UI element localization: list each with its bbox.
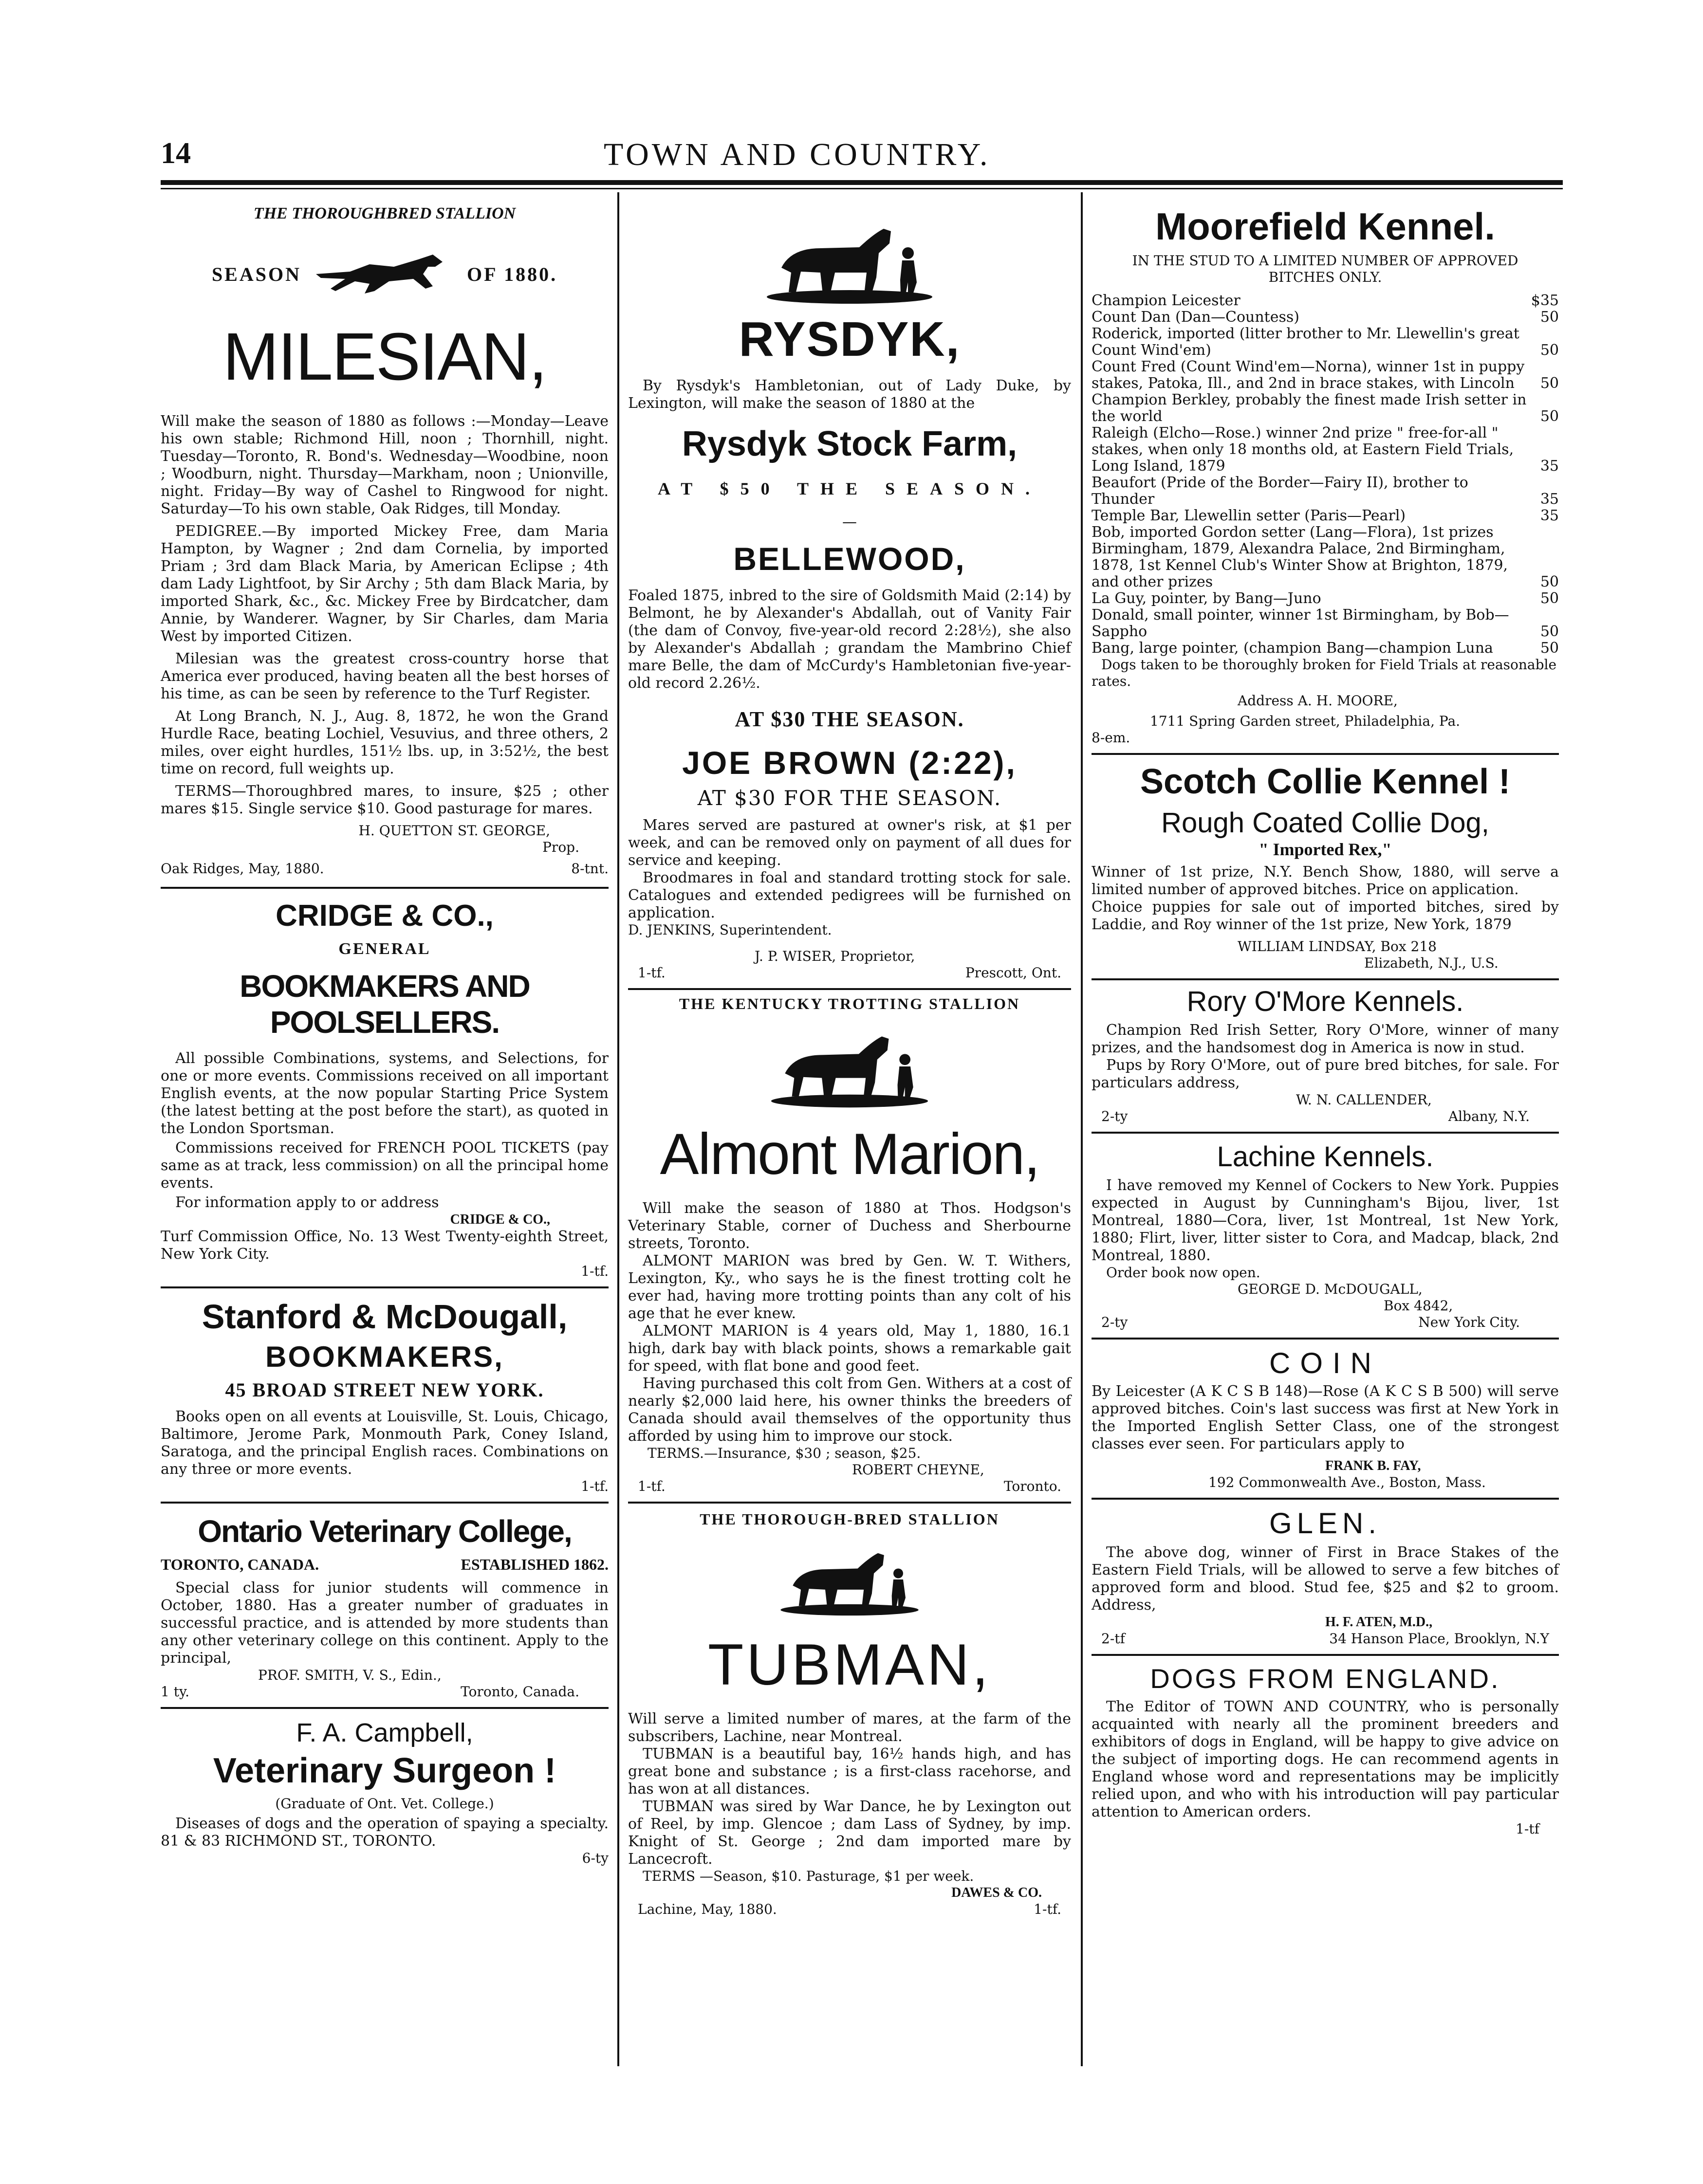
glen-code: 2-tf xyxy=(1101,1631,1125,1647)
horse-and-groom-icon xyxy=(628,1023,1071,1110)
coin-ad xyxy=(1092,1346,1559,1491)
cridge-code: 1-tf. xyxy=(581,1263,609,1279)
almont-body1: Will make the season of 1880 at Thos. Hodgson's Veterinary Stable, corner of Duchess and Sherbourne streets, Toronto. xyxy=(628,1200,1071,1252)
column-2 xyxy=(628,214,1071,1918)
rory-body2: Pups by Rory O'More, out of pure bred bitches, for sale. For particulars address, xyxy=(1092,1057,1559,1091)
joe-brown-body2: Broodmares in foal and standard trotting stock for sale. Catalogues and extended pedigrees will be furnished on application. xyxy=(628,869,1071,921)
cridge-signature: CRIDGE & CO., xyxy=(450,1212,550,1227)
separator xyxy=(161,1502,609,1504)
ontario-city: TORONTO, CANADA. xyxy=(161,1556,319,1573)
milesian-record: Milesian was the greatest cross-country horse that America ever produced, having beaten all the best horses of his time, as can be seen by reference to the Turf Register. xyxy=(161,650,609,702)
moorefield-code: 8-em. xyxy=(1092,730,1130,746)
dogs-body: The Editor of TOWN AND COUNTRY, who is personally acquainted with nearly all the prominent breeders and exhibitors of dogs in England, will be happy to give advice on the subject of importing dogs. He can recommend agents in England whose word and representations may be implicitly relied upon, and who with his introduction will pay particular attention to American orders. xyxy=(1092,1698,1559,1820)
rysdyk-name: RYSDYK, xyxy=(739,312,961,367)
moorefield-name: Moorefield Kennel. xyxy=(1155,205,1495,248)
rysdyk-ad xyxy=(628,214,1071,499)
tubman-place: Lachine, May, 1880. xyxy=(638,1901,777,1917)
glen-body: The above dog, winner of First in Brace Stakes of the Eastern Field Trials, will be allowed to serve a few bitches of approved form and blood. Stud fee, $25 and $2 to groom. Address, xyxy=(1092,1544,1559,1614)
separator xyxy=(161,887,609,889)
milesian-schedule: Will make the season of 1880 as follows :—Monday—Leave his own stable; Richmond Hill, noon ; Thornhill, night. Tuesday—Toronto, R. Bond's. Wednesday—Woodbine, noon ; Woodburn, night. Thursday—Markham, noon ; Unionville, night. Friday—By way of Cashel to Ringwood for night. Saturday—To his own stable, Oak Ridges, till Monday. xyxy=(161,413,609,517)
moorefield-list-item xyxy=(1092,475,1559,508)
bellewood-season: AT $30 THE SEASON. xyxy=(735,707,964,731)
scotch-subtitle: Rough Coated Collie Dog, xyxy=(1161,807,1489,839)
almont-kicker: THE KENTUCKY TROTTING STALLION xyxy=(679,995,1020,1012)
moorefield-list-item xyxy=(1092,293,1559,309)
stanford-line: BOOKMAKERS, xyxy=(265,1340,504,1373)
almont-body4: Having purchased this colt from Gen. Withers at a cost of nearly $2,000 laid here, his owner thinks the breeders of Canada should avail themselves of the opportunity thus afforded by using him to improve our stock. xyxy=(628,1375,1071,1445)
lachine-box: Box 4842, xyxy=(1384,1298,1453,1314)
coin-name: COIN xyxy=(1269,1347,1381,1379)
dogs-name: DOGS FROM ENGLAND. xyxy=(1150,1663,1500,1694)
rory-signature: W. N. CALLENDER, xyxy=(1296,1092,1432,1108)
horse-and-groom-icon xyxy=(628,1538,1071,1621)
tubman-ad xyxy=(628,1510,1071,1918)
stanford-address: 45 BROAD STREET NEW YORK. xyxy=(225,1379,544,1401)
glen-address: 34 Hanson Place, Brooklyn, N.Y xyxy=(1329,1631,1549,1647)
stud-dog-description: Champion Berkley, probably the finest made Irish setter in the world xyxy=(1092,391,1527,425)
ontario-ad xyxy=(161,1513,609,1700)
tubman-body3: TUBMAN was sired by War Dance, he by Lexington out of Reel, by imp. Glencoe ; dam Lass of Sydney, by imp. Knight of St. George ; 2nd dam imported mare by Lancecroft. xyxy=(628,1798,1071,1868)
stud-dog-description: Count Fred (Count Wind'em—Norna), winner 1st in puppy stakes, Patoka, Ill., and 2nd in brace stakes, with Lincoln xyxy=(1092,358,1525,392)
column-divider-1 xyxy=(617,192,619,2066)
rory-place: Albany, N.Y. xyxy=(1448,1108,1530,1124)
tubman-kicker: THE THOROUGH-BRED STALLION xyxy=(700,1510,1000,1528)
stud-dog-description: Donald, small pointer, winner 1st Birmingham, by Bob—Sappho xyxy=(1092,606,1509,640)
joe-brown-body1: Mares served are pastured at owner's risk, at $1 per week, and can be removed only on payment of all dues for service and keeping. xyxy=(628,817,1071,869)
page-number: 14 xyxy=(161,137,191,170)
cridge-ad xyxy=(161,899,609,1280)
moorefield-outro: Dogs taken to be thoroughly broken for Field Trials at reasonable rates. xyxy=(1092,657,1557,689)
joe-brown-name: JOE BROWN (2:22), xyxy=(682,745,1017,781)
stanford-name: Stanford & McDougall, xyxy=(202,1298,568,1336)
milesian-signature: H. QUETTON ST. GEORGE, xyxy=(358,823,550,839)
stud-dog-description: Bob, imported Gordon setter (Lang—Flora), 1st prizes Birmingham, 1879, Alexandra Palace, 2nd Birmingham, 1878, 1st Kennel Club's Winter Show at Brighton, 1879, and other prizes xyxy=(1092,524,1508,590)
campbell-name: F. A. Campbell, xyxy=(296,1718,473,1747)
almont-marion-ad xyxy=(628,995,1071,1495)
rory-code: 2-ty xyxy=(1101,1108,1128,1124)
campbell-ad xyxy=(161,1718,609,1867)
tubman-code: 1-tf. xyxy=(1034,1901,1061,1917)
ornament: — xyxy=(842,514,857,531)
separator xyxy=(161,1707,609,1709)
moorefield-list-item xyxy=(1092,524,1559,590)
campbell-graduate: (Graduate of Ont. Vet. College.) xyxy=(275,1796,494,1812)
horse-and-groom-icon xyxy=(628,214,1071,307)
rysdyk-farm: Rysdyk Stock Farm, xyxy=(682,424,1018,463)
rysdyk-body: By Rysdyk's Hambletonian, out of Lady Duke, by Lexington, will make the season of 1880 at the xyxy=(628,377,1071,412)
season-left: SEASON xyxy=(211,263,301,285)
glen-signature: H. F. ATEN, M.D., xyxy=(1325,1615,1433,1630)
joe-brown-signature: J. P. WISER, Proprietor, xyxy=(755,948,915,964)
ontario-established: ESTABLISHED 1862. xyxy=(461,1556,609,1573)
almont-terms: TERMS.—Insurance, $30 ; season, $25. xyxy=(648,1445,921,1461)
glen-ad xyxy=(1092,1506,1559,1647)
cridge-french-pool: Commissions received for FRENCH POOL TICKETS (pay same as at track, less commission) on all the principal home events. xyxy=(161,1139,609,1192)
lachine-signature: GEORGE D. McDOUGALL, xyxy=(1238,1281,1423,1297)
joe-brown-season: AT $30 FOR THE SEASON. xyxy=(697,786,1002,810)
almont-signature: ROBERT CHEYNE, xyxy=(852,1462,984,1478)
rory-name: Rory O'More Kennels. xyxy=(1186,986,1464,1017)
separator xyxy=(1092,753,1559,755)
stanford-body: Books open on all events at Louisville, St. Louis, Chicago, Baltimore, Jerome Park, Monmouth Park, Coney Island, Saratoga, and the principal English races. Combinations on any three or more events. xyxy=(161,1408,609,1478)
tubman-body2: TUBMAN is a beautiful bay, 16½ hands high, and has great bone and substance ; is a first-class racehorse, and has won at all distances. xyxy=(628,1745,1071,1798)
cridge-name: CRIDGE & CO., xyxy=(276,899,494,933)
stanford-code: 1-tf. xyxy=(581,1478,609,1494)
milesian-ad xyxy=(161,204,609,877)
moorefield-list-item xyxy=(1092,508,1559,524)
milesian-race: At Long Branch, N. J., Aug. 8, 1872, he won the Grand Hurdle Race, beating Lochiel, Vesuvius, and three others, 2 miles, over eight hurdles, 151½ lbs. up, in 3:52½, the best time on record, full weights up. xyxy=(161,708,609,777)
almont-code: 1-tf. xyxy=(638,1478,666,1494)
separator xyxy=(161,1286,609,1288)
rory-body1: Champion Red Irish Setter, Rory O'More, winner of many prizes, and the handsomest dog in America is now in stud. xyxy=(1092,1022,1559,1056)
separator xyxy=(1092,1498,1559,1500)
joe-brown-place: Prescott, Ont. xyxy=(965,965,1061,981)
tubman-terms: TERMS —Season, $10. Pasturage, $1 per week. xyxy=(643,1868,974,1884)
coin-address: 192 Commonwealth Ave., Boston, Mass. xyxy=(1208,1474,1486,1490)
cridge-line: BOOKMAKERS AND POOLSELLERS. xyxy=(240,969,530,1040)
lachine-code: 2-ty xyxy=(1101,1314,1128,1330)
tubman-name: TUBMAN, xyxy=(708,1632,991,1697)
moorefield-list xyxy=(1092,293,1559,657)
scotch-signature: WILLIAM LINDSAY, Box 218 xyxy=(1238,938,1437,954)
running-horse-icon xyxy=(311,245,457,303)
tubman-body1: Will serve a limited number of mares, at the farm of the subscribers, Lachine, near Montreal. xyxy=(628,1710,1071,1745)
lachine-body1: I have removed my Kennel of Cockers to New York. Puppies expected in August by Cunningham's Bijou, liver, 1st Montreal, 1880—Cora, liver, 1st Montreal, 1st New York, 1880; Flirt, liver, litter sister to Cora, and Madcap, black, 2nd Montreal, 1880. xyxy=(1092,1177,1559,1264)
moorefield-list-item xyxy=(1092,359,1559,392)
tubman-signature: DAWES & CO. xyxy=(951,1885,1042,1900)
separator xyxy=(1092,978,1559,980)
stud-fee: 50 xyxy=(1540,342,1559,359)
milesian-terms: TERMS—Thoroughbred mares, to insure, $25 ; other mares $15. Single service $10. Good pasturage for mares. xyxy=(161,783,609,817)
milesian-prop: Prop. xyxy=(542,839,579,855)
stud-fee: 50 xyxy=(1540,408,1559,425)
campbell-body: Diseases of dogs and the operation of spaying a specialty. 81 & 83 RICHMOND ST., TORONTO. xyxy=(161,1815,609,1850)
lachine-place: New York City. xyxy=(1418,1314,1520,1330)
coin-signature: FRANK B. FAY, xyxy=(1325,1458,1421,1473)
moorefield-ad xyxy=(1092,204,1559,746)
moorefield-list-item xyxy=(1092,607,1559,640)
glen-name: GLEN. xyxy=(1269,1507,1382,1540)
moorefield-list-item xyxy=(1092,640,1559,657)
separator xyxy=(1092,1132,1559,1134)
ontario-code: 1 ty. xyxy=(161,1684,189,1700)
scotch-name: Scotch Collie Kennel ! xyxy=(1140,762,1511,801)
scotch-body2: Choice puppies for sale out of imported bitches, sired by Laddie, and Roy winner of the 1st prize, New York, 1879 xyxy=(1092,899,1559,933)
moorefield-list-item xyxy=(1092,425,1559,475)
stud-dog-description: Roderick, imported (litter brother to Mr. Llewellin's great Count Wind'em) xyxy=(1092,325,1519,359)
milesian-place: Oak Ridges, May, 1880. xyxy=(161,861,324,877)
stud-dog-description: Temple Bar, Llewellin setter (Paris—Pearl) xyxy=(1092,507,1406,524)
joe-brown-ad xyxy=(628,744,1071,981)
lachine-body2: Order book now open. xyxy=(1106,1265,1260,1281)
separator xyxy=(628,1502,1071,1504)
bellewood-name: BELLEWOOD, xyxy=(733,541,966,577)
header-rule-thin xyxy=(161,188,1563,189)
almont-body3: ALMONT MARION is 4 years old, May 1, 1880, 16.1 high, dark bay with black points, shows a remarkable gait for speed, with flat bone and good feet. xyxy=(628,1322,1071,1375)
column-1 xyxy=(161,204,609,1867)
stanford-ad xyxy=(161,1297,609,1495)
page-title: TOWN AND COUNTRY. xyxy=(604,137,991,172)
stud-fee: 50 xyxy=(1540,573,1559,590)
stud-dog-description: Beaufort (Pride of the Border—Fairy II), brother to Thunder xyxy=(1092,474,1468,508)
dogs-from-england-ad xyxy=(1092,1663,1559,1837)
stud-fee: 50 xyxy=(1540,623,1559,640)
moorefield-list-item xyxy=(1092,309,1559,326)
milesian-kicker: THE THOROUGHBRED STALLION xyxy=(253,204,516,222)
season-right: OF 1880. xyxy=(467,263,558,285)
cridge-general: GENERAL xyxy=(338,940,431,958)
stud-fee: 35 xyxy=(1540,491,1559,508)
moorefield-signature: Address A. H. MOORE, xyxy=(1238,693,1398,709)
cridge-address: Turf Commission Office, No. 13 West Twenty-eighth Street, New York City. xyxy=(161,1228,609,1263)
milesian-name: MILESIAN, xyxy=(222,319,547,394)
coin-body: By Leicester (A K C S B 148)—Rose (A K C S B 500) will serve approved bitches. Coin's last success was first at New York in the Imported English Setter Class, one of the strongest classes ever seen. For particulars apply to xyxy=(1092,1383,1559,1452)
ontario-body: Special class for junior students will commence in October, 1880. Has a greater number of graduates in successful practice, and is attended by more students than any other veterinary college on this continent. Apply to the principal, xyxy=(161,1579,609,1667)
stud-dog-description: Raleigh (Elcho—Rose.) winner 2nd prize " free-for-all " stakes, when only 18 months old, at Eastern Field Trials, Long Island, 1879 xyxy=(1092,424,1514,475)
column-divider-2 xyxy=(1081,192,1083,2066)
stud-dog-description: Count Dan (Dan—Countess) xyxy=(1092,309,1299,326)
lachine-name: Lachine Kennels. xyxy=(1217,1141,1434,1173)
almont-name: Almont Marion, xyxy=(660,1121,1039,1187)
milesian-pedigree: PEDIGREE.—By imported Mickey Free, dam Maria Hampton, by Wagner ; 2nd dam Cornelia, by imported Priam ; 3rd dam Black Maria, by American Eclipse ; 4th dam Lady Lightfoot, by Sir Archy ; 5th dam Black Maria, by imported Shark, &c., &c. Mickey Free by Birdcatcher, dam Annie, by Wanderer. Wagner, by Sir Charles, dam Maria West by imported Citizen. xyxy=(161,523,609,645)
stud-fee: 50 xyxy=(1540,590,1559,607)
rysdyk-season: AT $50 THE SEASON. xyxy=(657,479,1042,498)
stud-dog-description: La Guy, pointer, by Bang—Juno xyxy=(1092,590,1321,607)
moorefield-list-item xyxy=(1092,392,1559,425)
campbell-title: Veterinary Surgeon ! xyxy=(213,1751,556,1790)
stud-fee: $35 xyxy=(1531,292,1559,309)
moorefield-address: 1711 Spring Garden street, Philadelphia, Pa. xyxy=(1150,713,1461,729)
cridge-body: All possible Combinations, systems, and Selections, for one or more events. Commissions received on all important English events, at the now popular Starting Price System (the latest betting at the post before the start), as quoted in the London Sportsman. xyxy=(161,1050,609,1137)
joe-brown-code: 1-tf. xyxy=(638,965,666,981)
bellewood-ad xyxy=(628,540,1071,732)
header-rule xyxy=(161,180,1563,185)
stud-fee: 35 xyxy=(1540,458,1559,475)
almont-place: Toronto. xyxy=(1003,1478,1061,1494)
lachine-ad xyxy=(1092,1140,1559,1331)
scotch-rex: " Imported Rex," xyxy=(1259,840,1392,859)
stud-fee: 50 xyxy=(1540,375,1559,392)
ontario-signature: PROF. SMITH, V. S., Edin., xyxy=(258,1667,442,1683)
stud-dog-description: Bang, large pointer, (champion Bang—champion Luna xyxy=(1092,640,1493,657)
scotch-collie-ad xyxy=(1092,762,1559,972)
cridge-info: For information apply to or address xyxy=(175,1194,439,1211)
separator xyxy=(1092,1338,1559,1340)
joe-brown-superintendent: D. JENKINS, Superintendent. xyxy=(628,922,832,938)
almont-body2: ALMONT MARION was bred by Gen. W. T. Withers, Lexington, Ky., who says he is the finest trotting colt he ever had, having more trotting points than any colt of his age that he ever knew. xyxy=(628,1252,1071,1322)
dogs-code: 1-tf xyxy=(1516,1821,1539,1837)
bellewood-body: Foaled 1875, inbred to the sire of Goldsmith Maid (2:14) by Belmont, he by Alexander's Abdallah, out of Vanity Fair (the dam of Convoy, five-year-old record 2:28½), she also by Alexander's Abdallah ; grandam the Mambrino Chief mare Belle, the dam of McCurdy's Hambletonian five-year-old record 2.26½. xyxy=(628,587,1071,692)
separator xyxy=(1092,1654,1559,1656)
scotch-body1: Winner of 1st prize, N.Y. Bench Show, 1880, will serve a limited number of approved bitches. Price on application. xyxy=(1092,863,1559,898)
moorefield-list-item xyxy=(1092,326,1559,359)
rory-ad xyxy=(1092,985,1559,1125)
moorefield-intro: IN THE STUD TO A LIMITED NUMBER OF APPROVED BITCHES ONLY. xyxy=(1132,253,1518,285)
stud-dog-description: Champion Leicester xyxy=(1092,292,1240,309)
column-3 xyxy=(1092,204,1559,1837)
scotch-place: Elizabeth, N.J., U.S. xyxy=(1364,955,1499,971)
stud-fee: 50 xyxy=(1540,309,1559,326)
separator xyxy=(628,988,1071,990)
stud-fee: 35 xyxy=(1540,507,1559,524)
moorefield-list-item xyxy=(1092,590,1559,607)
stud-fee: 50 xyxy=(1540,640,1559,657)
milesian-code: 8-tnt. xyxy=(571,861,609,877)
ontario-city2: Toronto, Canada. xyxy=(461,1684,579,1700)
ontario-name: Ontario Veterinary College, xyxy=(198,1514,572,1549)
campbell-code: 6-ty xyxy=(582,1850,609,1866)
